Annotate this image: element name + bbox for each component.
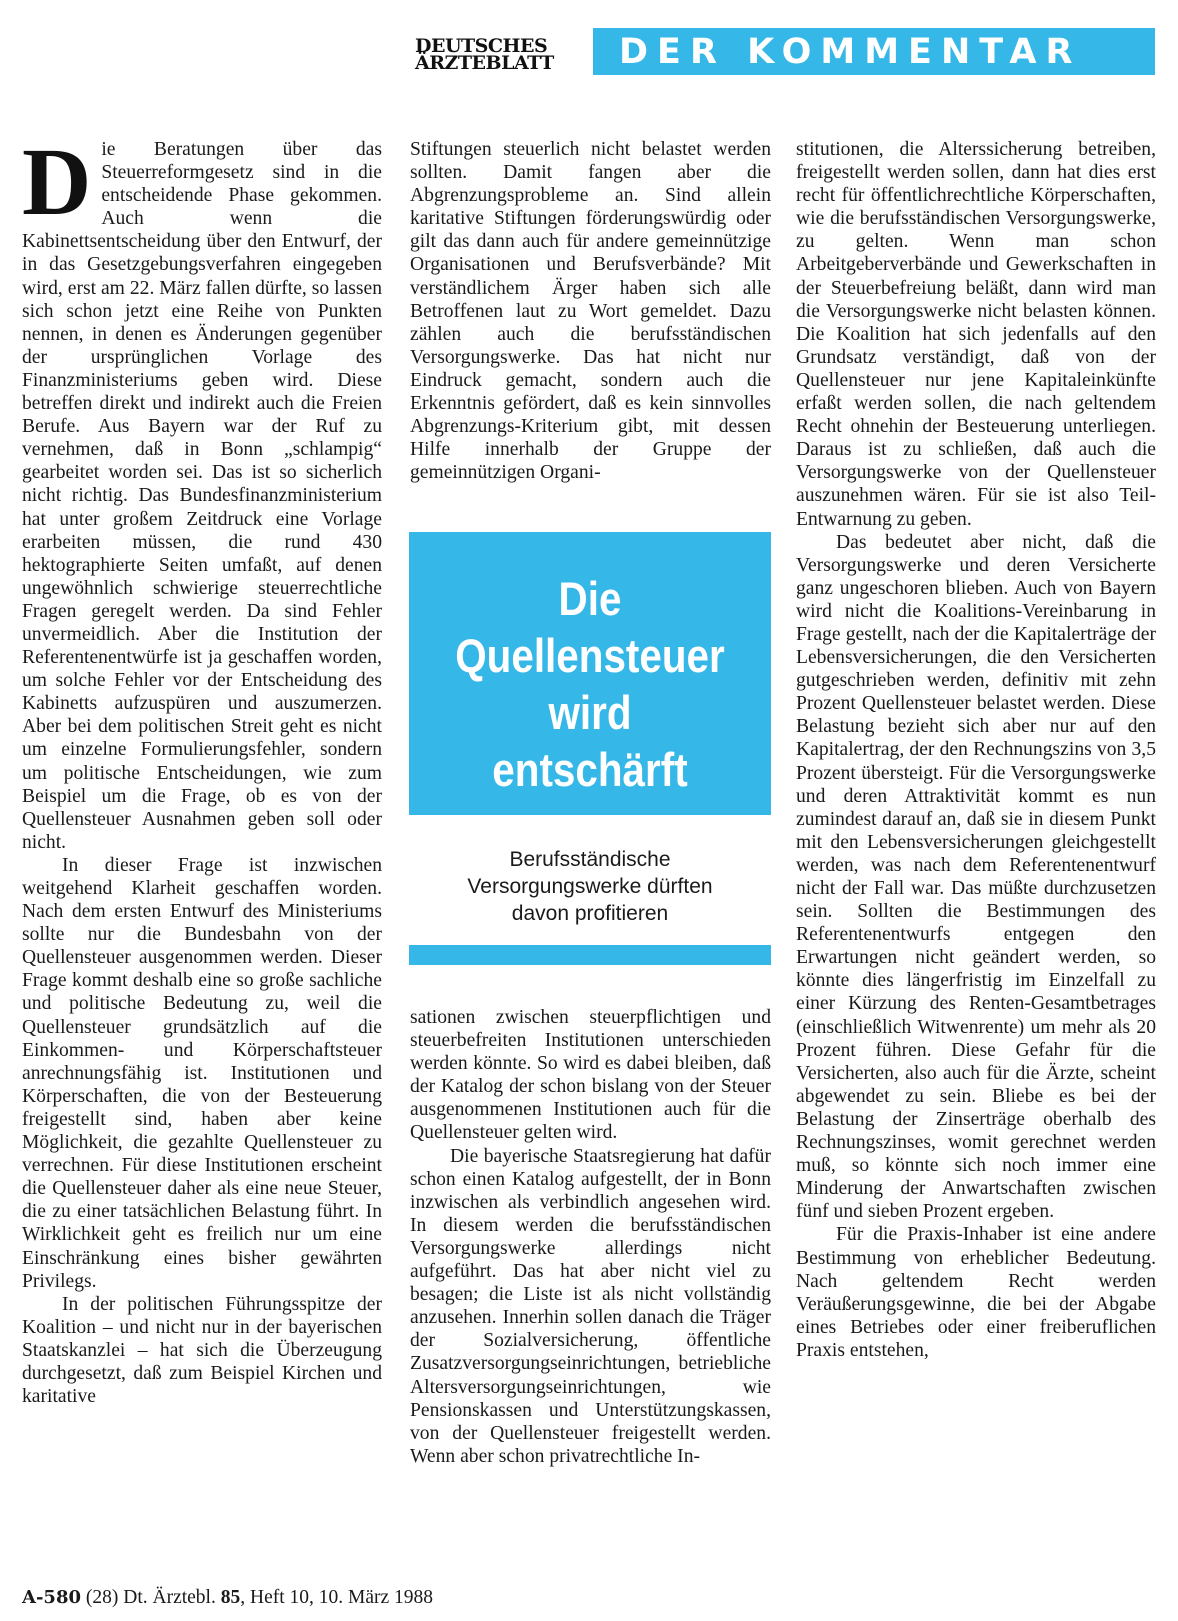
paragraph: sationen zwischen steuerpflichtigen und steuerbefreiten Institutionen unterschieden werden könnte. So wird es dabei bleiben, daß der Katalog der schon bislang von der Steuer ausgenommenen Institutionen auch für die Quellensteuer gelten wird.: [410, 1007, 771, 1144]
box-divider-bar: [409, 945, 771, 965]
section-banner: [593, 28, 1155, 75]
paragraph: Das bedeutet aber nicht, daß die Versorgungswerke und deren Versicherte ganz ungeschoren blieben. Auch von Bayern wird nicht die Koalitions-Vereinbarung in Frage gestellt, nach der die Kapitalerträge der Lebensversicherungen, die den Versicherten gutgeschrieben werden, definitiv mit zehn Prozent Quellensteuer belastet werden. Diese Belastung bezieht sich aber nur auf den Kapitalertrag, der den Rechnungszins von 3,5 Prozent übersteigt. Für die Versorgungswerke und deren Attraktivität kommt es nun zumindest darauf an, daß sie in diesem Punkt mit den Lebensversicherungen gleichgestellt werden, was nach dem Referentenentwurf nicht der Fall war. Das müßte durchzusetzen sein. Sollten die Bestimmungen des Referentenentwurfs entgegen den Erwartungen nicht geändert werden, so könnte dies längerfristig im Einzelfall zu einer Kürzung des Renten-Gesamtbetrages (einschließlich Witwenrente) um mehr als 20 Prozent führen. Diese Gefahr für die Versicherten, also auch für die Ärzte, scheint abgewendet zu sein. Bliebe es bei der Belastung der Zinserträge oberhalb des Rechnungszinses, womit gerechnet werden muß, so könnte sich noch immer eine Minderung der Anwartschaften zwischen fünf und sieben Prozent ergeben.: [796, 531, 1156, 1223]
article-column-2-top: [410, 138, 771, 484]
paragraph-text: ie Beratungen über das Steuerreformgesetz sind in die entscheidende Phase gekommen. Auch wenn die Kabinettsentscheidung über den Entwurf, der in das Gesetzgebungsverfahren eingegeben wird, erst am 22. März fallen dürfte, so lassen sich schon jetzt eine Reihe von Punkten nennen, in denen es Änderungen gegenüber der ursprünglichen Vorlage des Finanzministeriums geben wird. Diese betreffen direkt und indirekt auch die Freien Berufe. Aus Bayern war der Ruf zu vernehmen, daß in Bonn „schlampig“ gearbeitet worden sei. Das ist so sicherlich nicht richtig. Das Bundesfinanzministerium hat unter großem Zeitdruck eine Vorlage erarbeiten müssen, die rund 430 hektographierte Seiten umfaßt, auf denen ungewöhnlich schwierige steuerrechtliche Fragen geregelt werden. Da sind Fehler unvermeidlich. Aber die Institution der Referentenentwürfe ist ja geschaffen worden, um solche Fehler vor der Entscheidung des Kabinetts aufzuspüren und auszumerzen. Aber bei dem politischen Streit geht es nicht um einzelne Formulierungsfehler, sondern um politische Entscheidungen, wie zum Beispiel um die Frage, ob es von der Quellensteuer Ausnahmen geben soll oder nicht.: [22, 139, 382, 853]
headline-line: Quellensteuer: [455, 629, 725, 682]
headline-box: [409, 532, 771, 815]
citation-suffix: , Heft 10, 10. März 1988: [240, 1587, 434, 1608]
paragraph: stitutionen, die Alterssicherung betreiben, freigestellt werden sollen, dann hat dies erst recht für öffentlichrechtliche Körperschaften, wie die berufsständischen Versorgungswerke, zu gelten. Wenn man schon Arbeitgeberverbände und Gewerkschaften in der Steuerbefreiung beläßt, dann wird man die Versorgungswerke nicht belasten können. Die Koalition hat sich jedenfalls auf den Grundsatz verständigt, daß von der Quellensteuer nur jene Kapitaleinkünfte erfaßt werden sollen, die nach geltendem Recht ohnehin der Besteuerung unterliegen. Daraus ist zu schließen, daß auch die Versorgungswerke von der Quellensteuer auszunehmen wären. Für sie ist also Teil-Entwarnung zu geben.: [796, 139, 1156, 530]
paragraph: Für die Praxis-Inhaber ist eine andere Bestimmung von erheblicher Bedeutung. Nach geltendem Recht werden Veräußerungsgewinne, die bei der Abgabe eines Betriebes oder einer freiberuflichen Praxis entstehen,: [796, 1224, 1156, 1361]
headline: [434, 570, 745, 798]
paragraph: [22, 128, 382, 854]
publication-logo: [415, 35, 575, 74]
headline-line: Die: [558, 572, 622, 625]
logo-line-2: ÄRZTEBLATT: [415, 52, 554, 74]
subheadline: [409, 846, 771, 927]
logo-line-1: DEUTSCHES: [415, 35, 548, 57]
paragraph: In dieser Frage ist inzwischen weitgehend Klarheit geschaffen worden. Nach dem ersten Entwurf des Ministeriums sollte nur die Bundesbahn von der Quellensteuer ausgenommen werden. Dieser Frage kommt deshalb eine so große sachliche und politische Bedeutung zu, weil die Quellensteuer grundsätzlich auf die Einkommen- und Körperschaftsteuer anrechnungsfähig ist. Institutionen und Körperschaften, die von der Besteuerung freigestellt sind, haben aber keine Möglichkeit, die gezahlte Quellensteuer zu verrechnen. Für diese Institutionen erscheint die Quellensteuer daher als eine neue Steuer, die zu einer tatsächlichen Belastung führt. In Wirklichkeit geht es freilich nur um eine Einschränkung eines bisher gewährten Privilegs.: [22, 854, 382, 1292]
subhead-line: Versorgungswerke dürften: [467, 875, 713, 898]
section-title: DER KOMMENTAR: [619, 31, 1082, 72]
headline-line: wird: [548, 686, 632, 739]
paragraph: In der politischen Führungsspitze der Koalition – und nicht nur in der bayerischen Staatskanzlei – hat sich die Überzeugung durchgesetzt, daß zum Beispiel Kirchen und karitative: [22, 1293, 382, 1408]
article-column-1: [22, 128, 382, 1408]
subhead-line: davon profitieren: [511, 902, 669, 925]
subhead-line: Berufsständische: [509, 848, 671, 871]
article-column-3: [796, 138, 1156, 1362]
page-number: A-580: [22, 1587, 82, 1608]
paragraph: Stiftungen steuerlich nicht belastet werden sollten. Damit fangen aber die Abgrenzungsprobleme an. Sind allein karitative Stiftungen förderungswürdig oder gilt das dann auch für andere gemeinnützige Organisationen und Berufsverbände? Mit verständlichem Ärger haben sich alle Betroffenen laut zu Wort gemeldet. Dazu zählen auch die berufsständischen Versorgungswerke. Das hat nicht nur Eindruck gemacht, sondern auch die Erkenntnis gefördert, daß es kein sinnvolles Abgrenzungs-Kriterium gibt, mit dessen Hilfe innerhalb der Gruppe der gemeinnützigen Organi-: [410, 139, 771, 484]
page-footer: [22, 1587, 542, 1609]
paragraph: Die bayerische Staatsregierung hat dafür schon einen Katalog aufgestellt, der in Bonn inzwischen als verbindlich angesehen wird. In diesem werden die berufsständischen Versorgungswerke allerdings nicht aufgeführt. Das hat aber nicht viel zu besagen; die Liste ist als nicht vollständig anzusehen. Innerhin sollen danach die Träger der Sozialversicherung, öffentliche Zusatzversorgungseinrichtungen, betriebliche Altersversorgungseinrichtungen, wie Pensionskassen und Unterstützungskassen, von der Quellensteuer freigestellt werden. Wenn aber schon privatrechtliche In-: [410, 1145, 771, 1467]
article-column-2-bottom: [410, 1006, 771, 1468]
headline-line: entschärft: [492, 743, 688, 796]
volume-number: 85: [220, 1587, 241, 1608]
citation-prefix: (28) Dt. Ärztebl.: [85, 1587, 216, 1608]
drop-cap: D: [22, 128, 92, 235]
